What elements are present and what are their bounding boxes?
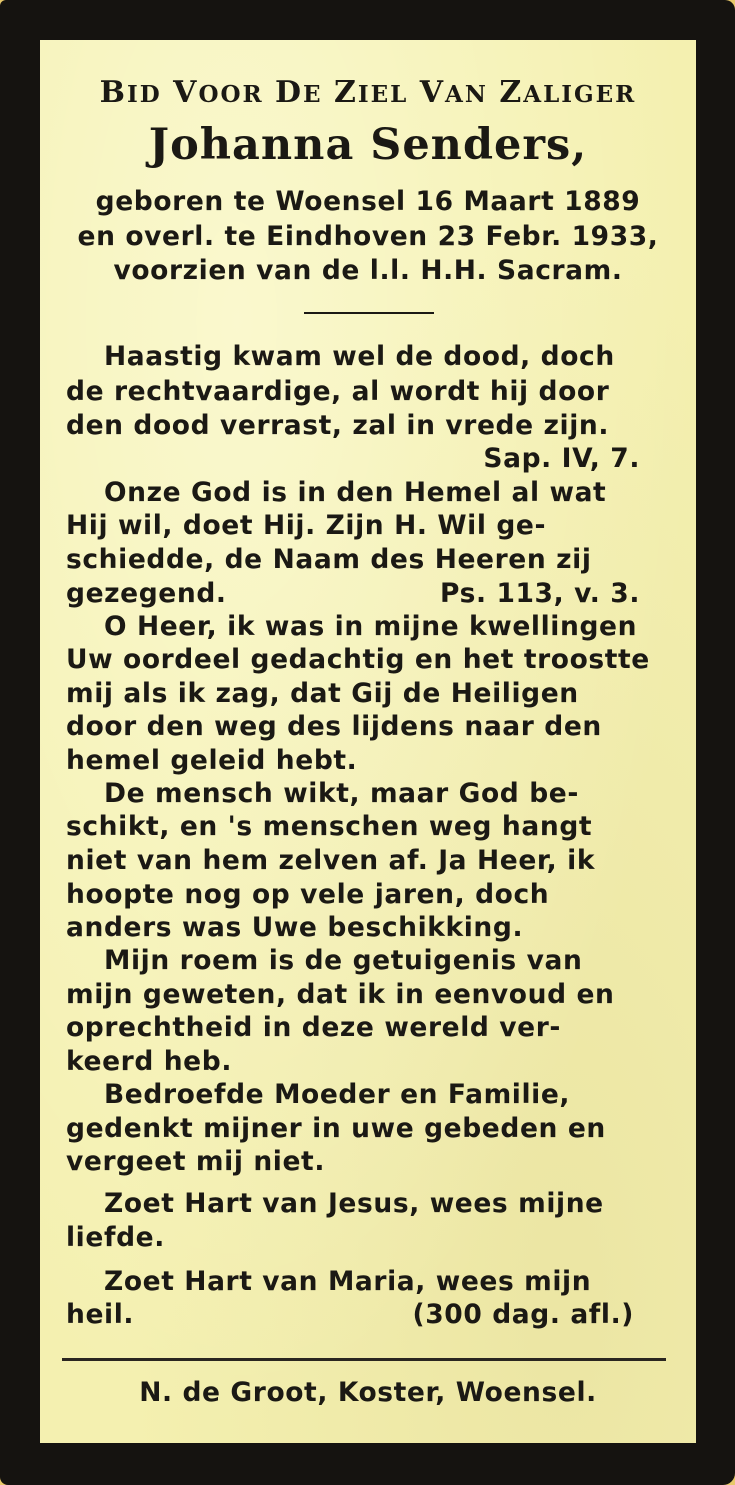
text-line: liefde.	[66, 1222, 165, 1253]
text-line: Hij wil, doet Hij. Zijn H. Wil ge-	[66, 510, 547, 541]
indulgence-note: (300 dag. afl.)	[412, 1299, 634, 1330]
text-line: door den weg des lijdens naar den	[66, 711, 602, 742]
text-line: Zoet Hart van Maria, wees mijn	[104, 1266, 592, 1297]
text-line: hemel geleid hebt.	[66, 745, 358, 776]
short-divider	[304, 312, 434, 314]
text-line: mijn geweten, dat ik in eenvoud en	[66, 979, 615, 1010]
text-line: Mijn roem is de getuigenis van	[104, 945, 583, 976]
text-line: Onze God is in den Hemel al wat	[104, 477, 607, 508]
text-line: oprechtheid in deze wereld ver-	[66, 1012, 562, 1043]
text-line: gedenkt mijner in uwe gebeden en	[66, 1113, 606, 1144]
text-line: mij als ik zag, dat Gij de Heiligen	[66, 678, 579, 709]
prayer-heading: BID VOOR DE ZIEL VAN ZALIGER	[99, 75, 637, 110]
text-line: schiedde, de Naam des Heeren zij	[66, 544, 592, 575]
printer-credit: N. de Groot, Koster, Woensel.	[139, 1377, 597, 1408]
text-line: den dood verrast, zal in vrede zijn.	[66, 410, 610, 441]
text-line: keerd heb.	[66, 1046, 232, 1077]
text-line: Uw oordeel gedachtig en het troostte	[66, 644, 650, 675]
birth-line: geboren te Woensel 16 Maart 1889	[95, 186, 641, 217]
text-line: Haastig kwam wel de dood, doch	[104, 341, 615, 372]
text-line: Zoet Hart van Jesus, wees mijne	[104, 1188, 604, 1219]
deceased-name: Johanna Senders,	[148, 120, 588, 170]
death-line: en overl. te Eindhoven 23 Febr. 1933,	[77, 221, 659, 252]
scripture-reference: Ps. 113, v. 3.	[440, 578, 640, 609]
text-line: de rechtvaardige, al wordt hij door	[66, 376, 610, 407]
footer-divider	[62, 1358, 666, 1361]
scripture-reference: Sap. IV, 7.	[483, 443, 640, 474]
memorial-card	[40, 40, 696, 1443]
text-line: vergeet mij niet.	[66, 1146, 325, 1177]
text-line: gezegend.	[66, 578, 227, 609]
text-line: Bedroefde Moeder en Familie,	[104, 1079, 571, 1110]
text-line: De mensch wikt, maar God be-	[104, 778, 579, 809]
text-line: schikt, en 's menschen weg hangt	[66, 811, 593, 842]
text-line: niet van hem zelven af. Ja Heer, ik	[66, 845, 596, 876]
text-line: anders was Uwe beschikking.	[66, 912, 524, 943]
sacraments-line: voorzien van de l.l. H.H. Sacram.	[113, 255, 623, 286]
text-line: O Heer, ik was in mijne kwellingen	[104, 611, 638, 642]
text-line: heil.	[66, 1299, 135, 1330]
text-line: hoopte nog op vele jaren, doch	[66, 879, 550, 910]
